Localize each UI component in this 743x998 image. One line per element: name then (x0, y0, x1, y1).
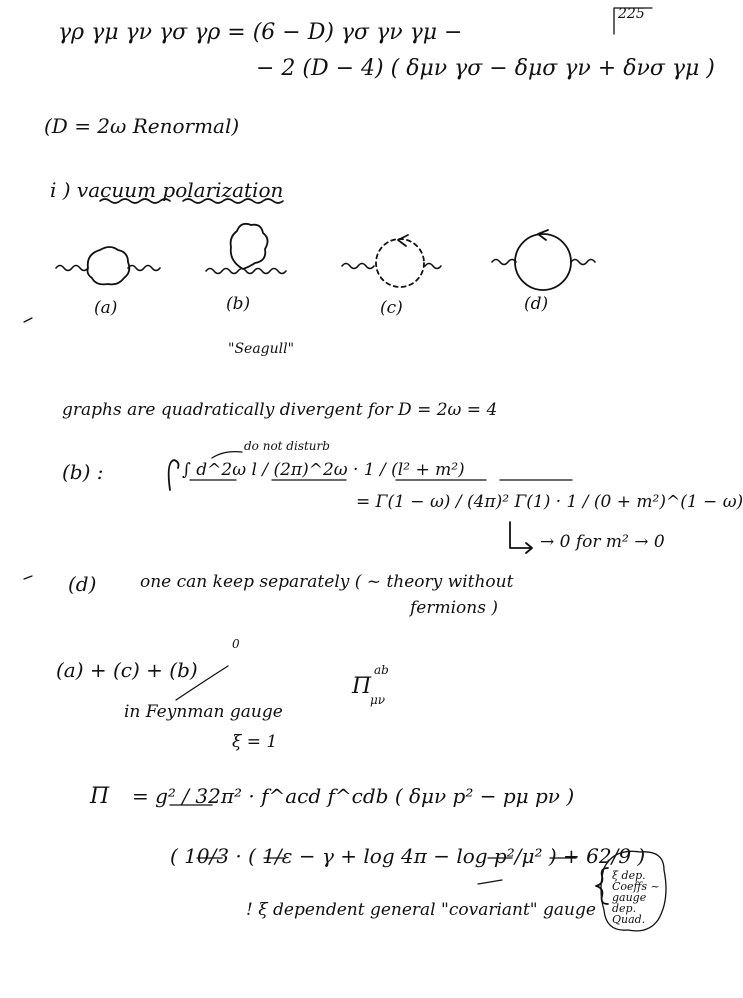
d-note-text-2: fermions ) (410, 598, 498, 618)
integral-label: (b) : (62, 460, 104, 484)
margin-tick-1 (24, 318, 32, 322)
margin-tick-2 (24, 576, 32, 579)
integral-sign (169, 460, 179, 490)
pi-bracket: ( 10/3 · ( 1/ε − γ + log 4π − log p²/μ² ) + 62/9 ) (170, 844, 646, 868)
page-number-bracket (614, 8, 652, 34)
pi-equation-lhs: Π (90, 784, 110, 809)
sum-superscript: 0 (232, 637, 240, 651)
integral-rhs: = Γ(1 − ω) / (4π)² Γ(1) · 1 / (0 + m²)^(1 − ω) (356, 492, 743, 512)
seagull-label: "Seagull" (228, 341, 295, 357)
annotation-pointer (212, 452, 242, 458)
xi-note: ! ξ dependent general "covariant" gauge (246, 900, 596, 920)
pi-indices-up: ab (374, 663, 389, 677)
d-note-label: (d) (68, 572, 97, 596)
integral-lhs: ∫ d^2ω l / (2π)^2ω · 1 / (l² + m²) (182, 460, 465, 480)
equation-gamma-line-2: − 2 (D − 4) ( δμν γσ − δμσ γν + δνσ γμ ) (256, 56, 715, 81)
page-number: 225 (618, 6, 645, 22)
side-note: ξ dep. Coeffs ~ gauge dep. Quad. (612, 869, 660, 926)
gauge-param: ξ = 1 (232, 732, 278, 752)
underline-log (478, 880, 502, 884)
diagram-a (56, 247, 160, 284)
limit-arrow (510, 522, 532, 553)
diagram-label-d: (d) (524, 294, 549, 314)
pi-indices-down: μν (370, 693, 386, 707)
sum-label: (a) + (c) + (b) (56, 658, 198, 682)
diagram-label-b: (b) (226, 294, 251, 314)
renormalization-note: (D = 2ω Renormal) (44, 114, 240, 138)
divergence-note: graphs are quadratically divergent for D = 2ω = 4 (62, 400, 498, 420)
diagram-d (492, 230, 595, 290)
gauge-note: in Feynman gauge (124, 702, 283, 722)
equation-gamma-line-1: γρ γμ γν γσ γρ = (6 − D) γσ γν γμ − (58, 20, 463, 45)
pi-equation-rhs: = g² / 32π² · f^acd f^cdb ( δμν p² − pμ pν ) (132, 784, 575, 808)
annotation-do-not-disturb: do not disturb (244, 439, 330, 453)
diagram-b (206, 224, 286, 274)
diagram-c (342, 235, 441, 287)
d-note-text: one can keep separately ( ~ theory without (140, 572, 514, 592)
limit-note: → 0 for m² → 0 (540, 532, 665, 552)
diagram-label-a: (a) (94, 298, 118, 318)
section-title: i ) vacuum polarization (50, 178, 284, 202)
pi-symbol: Π (352, 674, 372, 699)
diagram-label-c: (c) (380, 298, 403, 318)
